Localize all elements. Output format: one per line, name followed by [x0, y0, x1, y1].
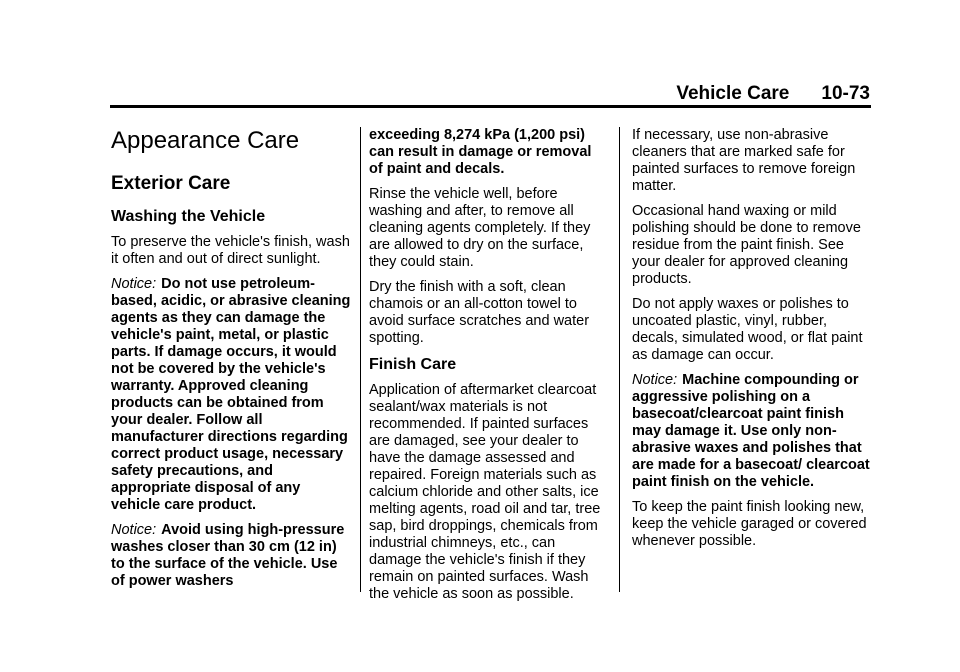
- paragraph: Dry the finish with a soft, clean chamois or an all-cotton towel to avoid surface scratches and water spotting.: [369, 279, 590, 346]
- notice-text: Avoid using high-pressure washes closer than 30 cm (12 in) to the surface of the vehicle. Use of power washers: [111, 522, 345, 589]
- notice-label: Notice:: [632, 372, 678, 388]
- paragraph: To preserve the vehicle's finish, wash it often and out of direct sunlight.: [111, 234, 350, 267]
- header-rule: [110, 105, 871, 108]
- page-title: Appearance Care: [111, 127, 300, 154]
- paragraph: Occasional hand waxing or mild polishing should be done to remove residue from the paint finish. See your dealer for approved cleaning products.: [632, 203, 861, 287]
- notice-block: [111, 276, 351, 514]
- paragraph: Rinse the vehicle well, before washing and after, to remove all cleaning agents completely. If they are allowed to dry on the surface, they could stain.: [369, 186, 591, 270]
- column-1: [111, 127, 351, 598]
- notice-block: [632, 372, 872, 491]
- section-heading: Exterior Care: [111, 173, 231, 194]
- section-title: Vehicle Care: [676, 83, 790, 104]
- paragraph: If necessary, use non-abrasive cleaners that are marked safe for painted surfaces to remove foreign matter.: [632, 127, 856, 194]
- notice-text: Machine compounding or aggressive polishing on a basecoat/clearcoat paint finish may damage it. Use only non-abrasive waxes and polishes that are made for a basecoat/ clearcoat paint finish on the vehicle.: [632, 372, 870, 490]
- notice-label: Notice:: [111, 522, 157, 538]
- paragraph: Application of aftermarket clearcoat sealant/wax materials is not recommended. If painted surfaces are damaged, see your dealer to have the damage assessed and repaired. Foreign materials such as calcium chloride and other salts, ice melting agents, road oil and tar, tree sap, bird droppings, chemicals from industrial chimneys, etc., can damage the vehicle's finish if they remain on painted surfaces. Wash the vehicle as soon as possible.: [369, 382, 601, 602]
- subsection-heading: Washing the Vehicle: [111, 208, 266, 225]
- subsection-heading: Finish Care: [369, 356, 457, 373]
- notice-text: Do not use petroleum-based, acidic, or abrasive cleaning agents as they can damage the vehicle's paint, metal, or plastic parts. If damage occurs, it would not be covered by the vehicle's warranty. Approved cleaning products can be obtained from your dealer. Follow all manufacturer directions regarding correct product usage, necessary safety precautions, and appropriate disposal of any vehicle care product.: [111, 276, 351, 513]
- column-divider: [360, 127, 361, 592]
- column-3: [632, 127, 872, 558]
- page-number: 10-73: [821, 83, 870, 104]
- paragraph: Do not apply waxes or polishes to uncoated plastic, vinyl, rubber, decals, simulated wood, or flat paint as damage can occur.: [632, 296, 863, 363]
- paragraph: To keep the paint finish looking new, keep the vehicle garaged or covered whenever possible.: [632, 499, 867, 549]
- notice-label: Notice:: [111, 276, 157, 292]
- notice-block: [111, 522, 351, 590]
- notice-continuation: exceeding 8,274 kPa (1,200 psi) can result in damage or removal of paint and decals.: [369, 127, 592, 177]
- page-header: [676, 83, 870, 105]
- column-2: [369, 127, 609, 611]
- column-divider: [619, 127, 620, 592]
